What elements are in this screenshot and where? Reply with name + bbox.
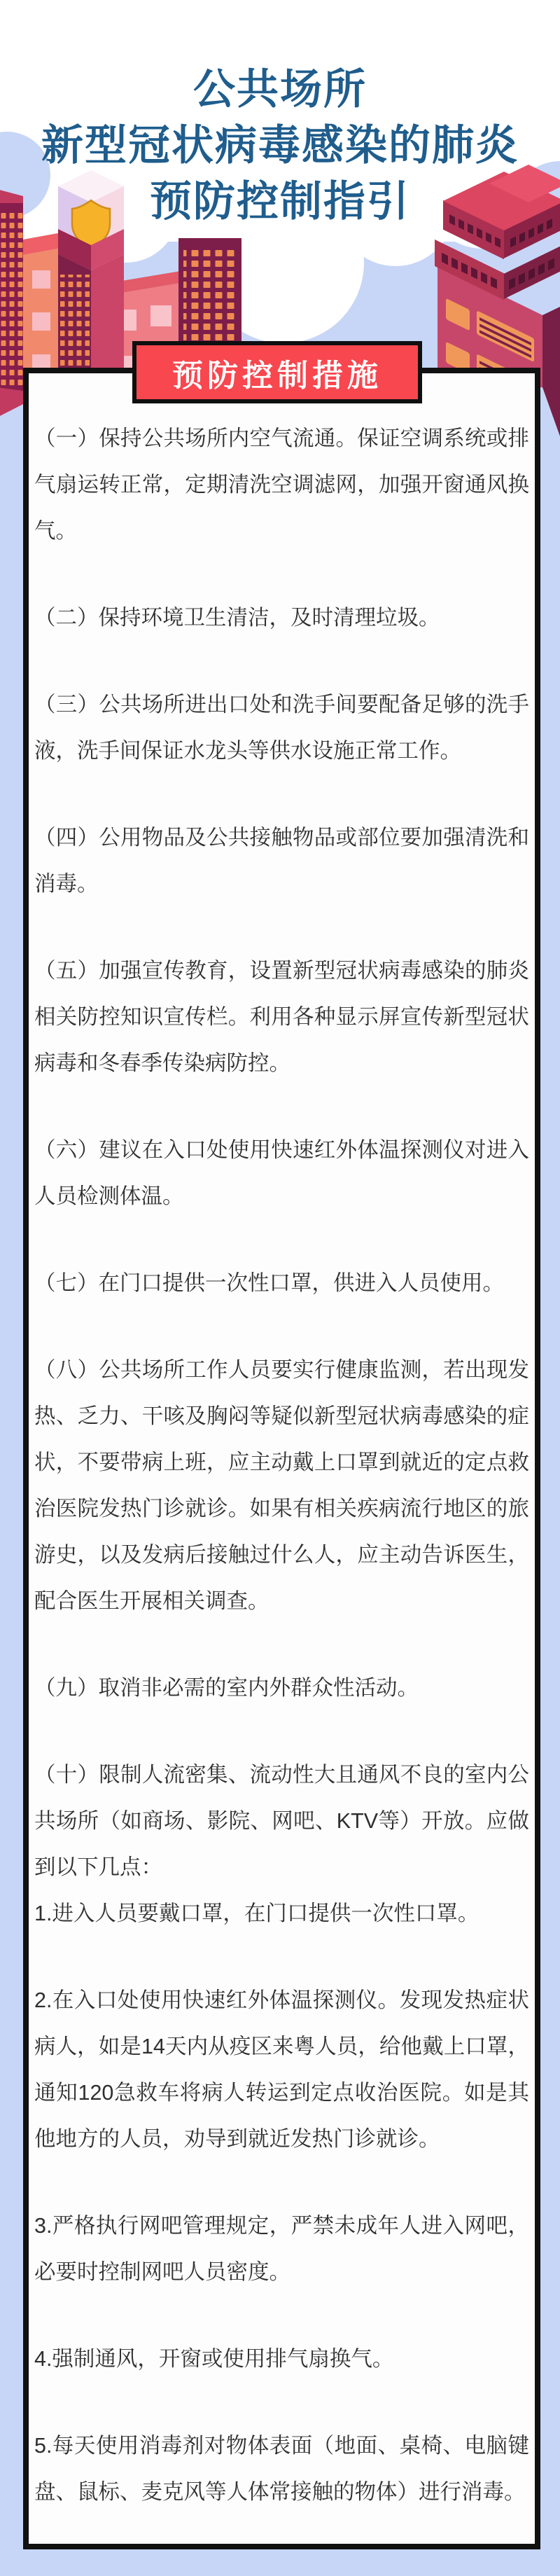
guideline-paragraph: （三）公共场所进出口处和洗手间要配备足够的洗手液，洗手间保证水龙头等供水设施正常工作。 [34,693,529,763]
guideline-paragraph: 3.严格执行网吧管理规定，严禁未成年人进入网吧，必要时控制网吧人员密度。 [34,2214,529,2284]
guideline-paragraph: （十）限制人流密集、流动性大且通风不良的室内公共场所（如商场、影院、网吧、KTV等）开放。应做到以下几点： [34,1763,529,1879]
guideline-paragraph: 4.强制通风，开窗或使用排气扇换气。 [34,2347,394,2371]
guideline-paragraph: （一）保持公共场所内空气流通。保证空调系统或排气扇运转正常，定期清洗空调滤网，加强开窗通风换气。 [34,427,529,543]
guideline-paragraph: （五）加强宣传教育，设置新型冠状病毒感染的肺炎相关防控知识宣传栏。利用各种显示屏宣传新型冠状病毒和冬春季传染病防控。 [34,959,529,1075]
guideline-paragraph: 1.进入人员要戴口罩，在门口提供一次性口罩。 [34,1902,479,1925]
page-title [0,62,560,230]
guideline-paragraph: （六）建议在入口处使用快速红外体温探测仪对进入人员检测体温。 [34,1138,529,1208]
guideline-paragraph: （七）在门口提供一次性口罩，供进入人员使用。 [34,1271,504,1295]
guideline-paragraph: （九）取消非必需的室内外群众性活动。 [34,1676,419,1700]
section-badge-label: 预防控制措施 [172,358,382,393]
guideline-paragraph: 2.在入口处使用快速红外体温探测仪。发现发热症状病人，如是14天内从疫区来粤人员，给他戴上口罩，通知120急救车将病人转运到定点收治医院。如是其他地方的人员，劝导到就近发热门诊就诊。 [34,1988,529,2151]
guideline-paragraph: 5.每天使用消毒剂对物体表面（地面、桌椅、电脑键盘、鼠标、麦克风等人体常接触的物体）进行消毒。 [34,2434,529,2504]
guideline-paragraph: （八）公共场所工作人员要实行健康监测，若出现发热、乏力、干咳及胸闷等疑似新型冠状病毒感染的症状，不要带病上班，应主动戴上口罩到就近的定点救治医院发热门诊就诊。如果有相关疾病流行地区的旅游史，以及发病后接触过什么人，应主动告诉医生，配合医生开展相关调查。 [34,1358,529,1613]
guideline-paragraph: （二）保持环境卫生清洁，及时清理垃圾。 [34,606,440,630]
section-badge [132,341,422,403]
title-line-3: 预防控制指引 [150,178,410,225]
guidelines-box [23,368,540,2549]
title-line-2: 新型冠状病毒感染的肺炎 [41,122,519,169]
guideline-paragraph: （四）公用物品及公共接触物品或部位要加强清洗和消毒。 [34,826,529,896]
title-line-1: 公共场所 [193,66,367,113]
